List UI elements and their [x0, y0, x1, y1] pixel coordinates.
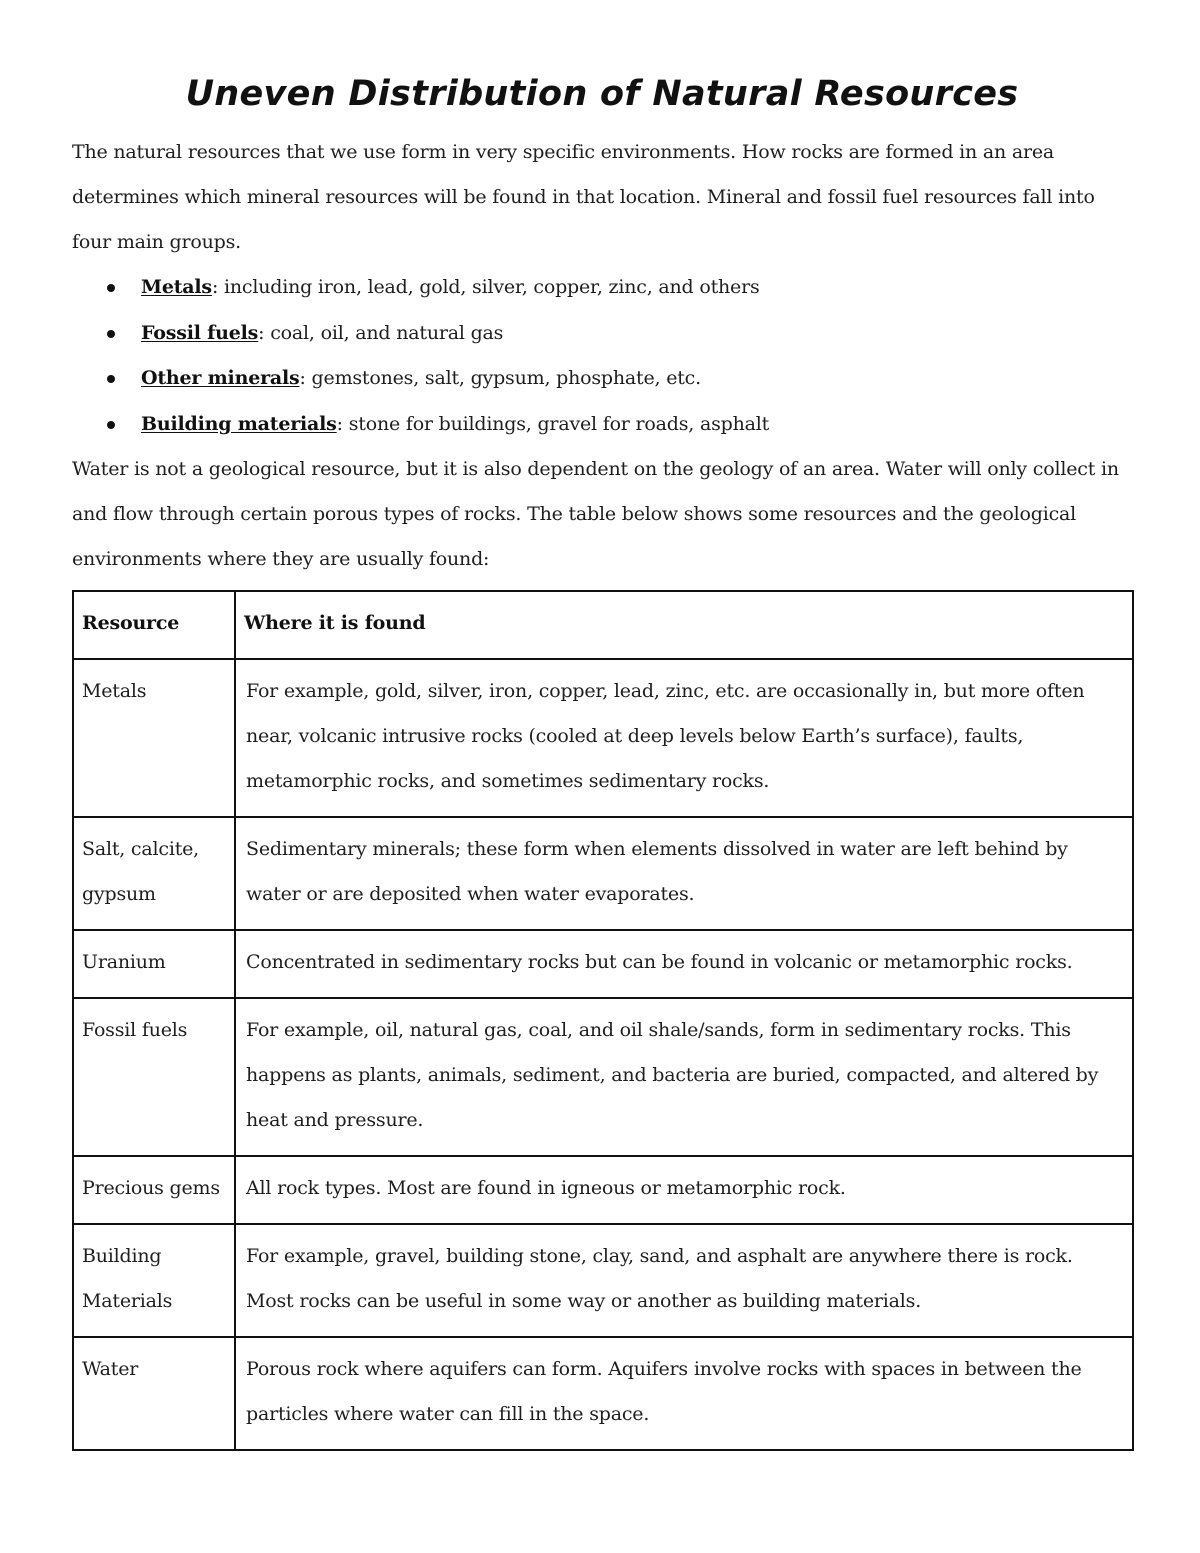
- resource-cell: Metals: [73, 659, 235, 817]
- resource-cell: Precious gems: [73, 1156, 235, 1224]
- location-cell: Concentrated in sedimentary rocks but can be found in volcanic or metamorphic rocks.: [235, 930, 1133, 998]
- bullet-icon: [107, 375, 115, 383]
- bullet-icon: [107, 421, 115, 429]
- resource-cell: Fossil fuels: [73, 998, 235, 1156]
- table-row: [73, 998, 1133, 1156]
- page-title: Uneven Distribution of Natural Resources: [185, 74, 1019, 114]
- resources-table: [72, 590, 1134, 1451]
- document-page: [72, 0, 1132, 1425]
- list-item-text: : including iron, lead, gold, silver, copper, zinc, and others: [211, 276, 760, 298]
- list-item: [72, 311, 1132, 357]
- location-cell: All rock types. Most are found in igneous or metamorphic rock.: [235, 1156, 1133, 1224]
- location-cell: Porous rock where aquifers can form. Aquifers involve rocks with spaces in between the particles where water can fill in the space.: [235, 1337, 1133, 1450]
- location-cell: For example, oil, natural gas, coal, and oil shale/sands, form in sedimentary rocks. This happens as plants, animals, sediment, and bacteria are buried, compacted, and altered by heat and pressure.: [235, 998, 1133, 1156]
- list-item-term: Fossil fuels: [141, 321, 259, 344]
- list-item: [72, 356, 1132, 402]
- list-item-text: : coal, oil, and natural gas: [258, 321, 504, 344]
- resource-cell: Uranium: [73, 930, 235, 998]
- list-item: [72, 402, 1132, 448]
- table-row: [73, 1337, 1133, 1450]
- location-cell: For example, gold, silver, iron, copper, lead, zinc, etc. are occasionally in, but more often near, volcanic intrusive rocks (cooled at deep levels below Earth’s surface), faults, metamorphic rocks, and sometimes sedimentary rocks.: [235, 659, 1133, 817]
- list-item-term: Building materials: [141, 412, 337, 435]
- resource-cell: Salt, calcite, gypsum: [73, 817, 235, 930]
- location-cell: For example, gravel, building stone, clay, sand, and asphalt are anywhere there is rock. Most rocks can be useful in some way or another as building materials.: [235, 1224, 1133, 1337]
- intro-paragraph: The natural resources that we use form in very specific environments. How rocks are formed in an area determines which mineral resources will be found in that location. Mineral and fossil fuel resources fall into four main groups.: [72, 141, 1095, 253]
- table-row: [73, 1156, 1133, 1224]
- table-row: [73, 659, 1133, 817]
- list-item-term: Other minerals: [141, 367, 300, 390]
- bullet-icon: [107, 330, 115, 338]
- table-header-row: [73, 591, 1133, 659]
- list-item-text: : gemstones, salt, gypsum, phosphate, etc.: [299, 367, 701, 390]
- table-row: [73, 930, 1133, 998]
- list-item-term: Metals: [141, 276, 212, 298]
- list-item-text: : stone for buildings, gravel for roads, asphalt: [336, 412, 770, 435]
- column-header-resource: Resource: [73, 591, 235, 659]
- column-header-where: Where it is found: [235, 591, 1133, 659]
- list-item: [72, 265, 1132, 311]
- resource-cell: Building Materials: [73, 1224, 235, 1337]
- bullet-icon: [107, 284, 115, 292]
- resource-cell: Water: [73, 1337, 235, 1450]
- table-row: [73, 817, 1133, 930]
- resource-groups-list: [72, 265, 1132, 447]
- location-cell: Sedimentary minerals; these form when elements dissolved in water are left behind by water or are deposited when water evaporates.: [235, 817, 1133, 930]
- table-row: [73, 1224, 1133, 1337]
- water-paragraph: Water is not a geological resource, but it is also dependent on the geology of an area. Water will only collect in and flow through certain porous types of rocks. The table below shows some resources and the geological environments where they are usually found:: [72, 458, 1119, 571]
